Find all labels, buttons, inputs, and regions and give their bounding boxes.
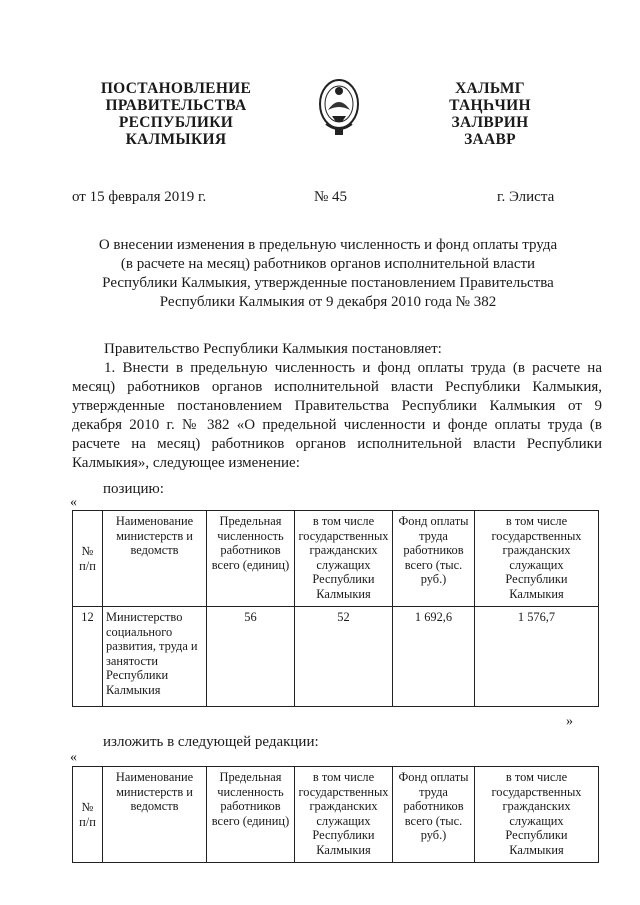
document-city: г. Элиста bbox=[497, 189, 555, 205]
intro-text: Правительство Республики Калмыкия постановляет: bbox=[104, 341, 442, 357]
header-cell: в том числе государственных гражданских служащих Республики Калмыкия bbox=[475, 767, 599, 863]
header-cell: Фонд оплаты труда работников всего (тыс. руб.) bbox=[393, 511, 475, 607]
emblem-icon bbox=[318, 74, 360, 140]
row-number: 12 bbox=[73, 607, 103, 707]
header-cell: Фонд оплаты труда работников всего (тыс. руб.) bbox=[393, 767, 475, 863]
row-staff-total: 56 bbox=[207, 607, 295, 707]
close-quote: » bbox=[566, 714, 573, 729]
row-fund-total: 1 692,6 bbox=[393, 607, 475, 707]
header-cell: Предельная численность работников всего (единиц) bbox=[207, 767, 295, 863]
header-right-title bbox=[430, 80, 550, 148]
header-cell: в том числе государственных гражданских служащих Республики Калмыкия bbox=[295, 511, 393, 607]
header-cell: Наименование министерств и ведомств bbox=[103, 767, 207, 863]
header-cell: в том числе государственных гражданских служащих Республики Калмыкия bbox=[475, 511, 599, 607]
header-cell: № п/п bbox=[73, 511, 103, 607]
paragraph-1: 1. Внести в предельную численность и фонд оплаты труда (в расчете на месяц) работников органов исполнительной власти Республики Калмыкия, утвержденные постановлением Правительства Республики Калмыкия от 9 декабря 2010 г. № 382 «О предельной численности и фонде оплаты труда (в расчете на месяц) работников органов исполнительной власти Республики Калмыкия», следующее изменение: bbox=[72, 360, 602, 471]
position-label: позицию: bbox=[103, 481, 164, 497]
header-right-line: ТАҢҺЧИН bbox=[449, 97, 531, 114]
document-title bbox=[95, 236, 561, 312]
title-line: О внесении изменения в предельную численность и фонд оплаты труда bbox=[98, 237, 558, 253]
open-quote: « bbox=[70, 495, 77, 510]
row-name: Министерство социального развития, труда и занятости Республики Калмыкия bbox=[103, 607, 207, 707]
table-row bbox=[73, 607, 599, 707]
row-civil-staff: 52 bbox=[295, 607, 393, 707]
header-right-line: ЗААВР bbox=[464, 131, 516, 148]
title-line: Республики Калмыкия от 9 декабря 2010 года № 382 bbox=[159, 294, 497, 310]
row-civil-fund: 1 576,7 bbox=[475, 607, 599, 707]
title-line: Республики Калмыкия, утвержденные постановлением Правительства bbox=[102, 275, 554, 291]
header-cell: в том числе государственных гражданских служащих Республики Калмыкия bbox=[295, 767, 393, 863]
open-quote-2: « bbox=[70, 750, 77, 765]
header-right-line: ХАЛЬМГ bbox=[455, 80, 525, 97]
staff-table-original bbox=[72, 510, 599, 707]
header-cell: Наименование министерств и ведомств bbox=[103, 511, 207, 607]
replace-label: изложить в следующей редакции: bbox=[103, 734, 319, 750]
header-left-line: ПОСТАНОВЛЕНИЕ bbox=[100, 80, 252, 97]
table-header-row bbox=[73, 767, 599, 863]
table-header-row bbox=[73, 511, 599, 607]
header-cell: № п/п bbox=[73, 767, 103, 863]
header-left-line: ПРАВИТЕЛЬСТВА bbox=[105, 97, 247, 114]
staff-table-new bbox=[72, 766, 599, 863]
header-left-line: КАЛМЫКИЯ bbox=[125, 131, 227, 148]
header-left-line: РЕСПУБЛИКИ bbox=[118, 114, 234, 131]
header-cell: Предельная численность работников всего (единиц) bbox=[207, 511, 295, 607]
document-date: от 15 февраля 2019 г. bbox=[72, 189, 207, 205]
document-number: № 45 bbox=[314, 189, 348, 205]
title-line: (в расчете на месяц) работников органов исполнительной власти bbox=[120, 256, 536, 272]
header-left-title bbox=[86, 80, 266, 148]
header-right-line: ЗАЛВРИН bbox=[451, 114, 529, 131]
